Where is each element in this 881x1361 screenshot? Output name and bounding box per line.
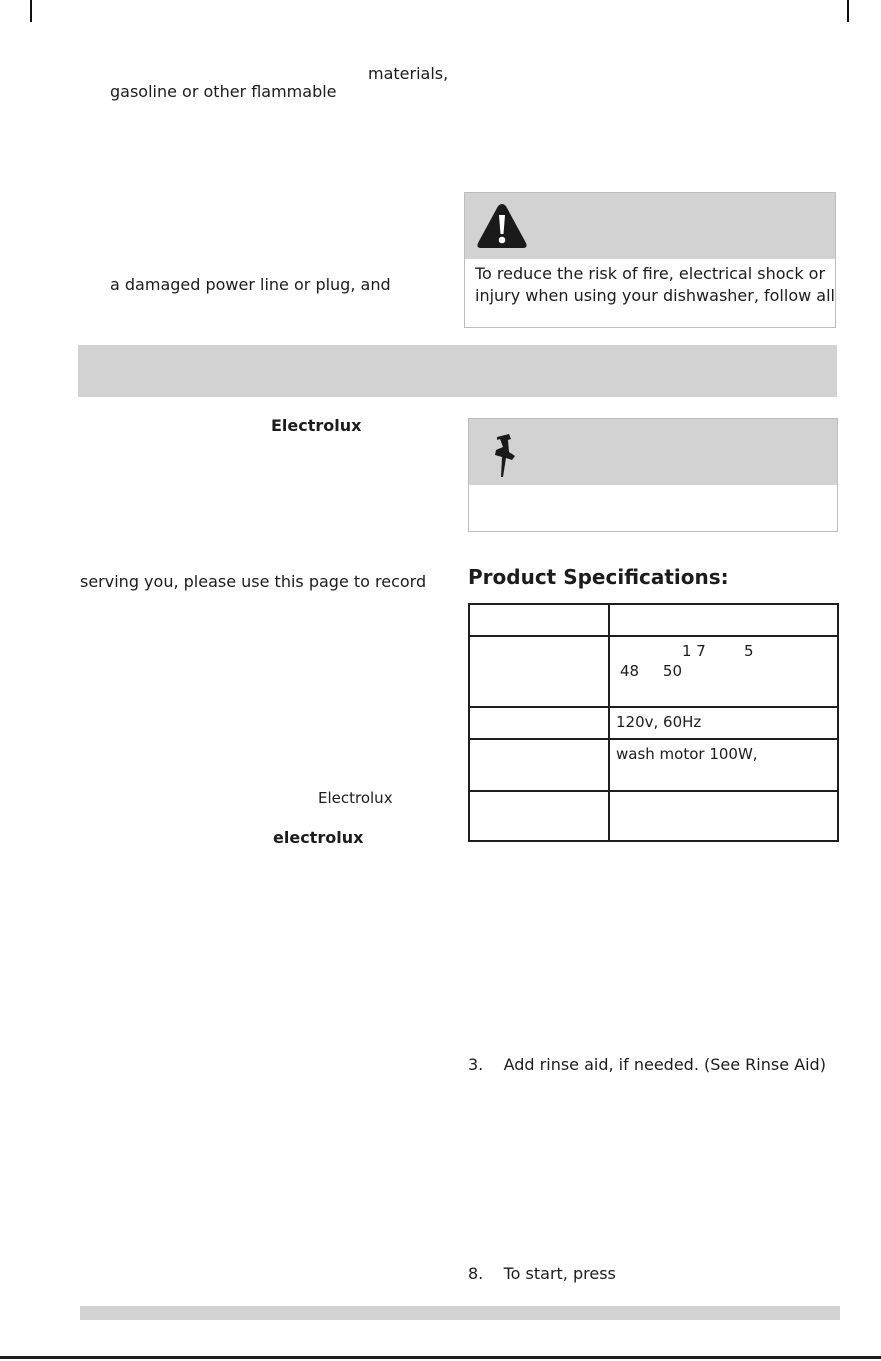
warning-text (475, 263, 835, 307)
table-row (469, 791, 838, 841)
edge-mark-left (30, 0, 32, 22)
spec-dimensions-line-1: 1 7 5 (682, 642, 754, 660)
spec-header-cell-1 (469, 604, 609, 636)
step-8-start: 8. To start, press (468, 1264, 616, 1283)
spec-motor-cell: wash motor 100W, (609, 739, 838, 791)
footer-bar (80, 1306, 840, 1320)
pushpin-icon (491, 433, 525, 481)
product-specifications-title: Product Specifications: (468, 565, 729, 589)
bottom-edge-line (0, 1356, 881, 1359)
text-electrolux-web: electrolux (273, 828, 364, 847)
text-electrolux: Electrolux (318, 789, 393, 807)
text-serving-you: serving you, please use this page to record (80, 572, 427, 591)
spec-dimensions-line-2: 48 50 (620, 662, 683, 680)
warning-header (465, 193, 835, 259)
spec-value-cell (609, 791, 838, 841)
spec-table (468, 603, 839, 842)
warning-box (464, 192, 836, 328)
text-materials: materials, (368, 64, 449, 83)
section-header-band (78, 345, 837, 397)
warning-triangle-icon (475, 201, 529, 251)
note-header (469, 419, 837, 485)
warning-line-1: To reduce the risk of fire, electrical shock or (475, 264, 826, 283)
note-box (468, 418, 838, 532)
table-row (469, 739, 838, 791)
spec-label-cell (469, 707, 609, 739)
spec-label-cell (469, 739, 609, 791)
table-row (469, 636, 838, 707)
text-damaged-power-line: a damaged power line or plug, and (110, 275, 391, 294)
spec-header-cell-2 (609, 604, 838, 636)
edge-mark-right (847, 0, 849, 22)
text-electrolux-bold: Electrolux (271, 416, 362, 435)
step-3-rinse-aid: 3. Add rinse aid, if needed. (See Rinse Aid) (468, 1055, 826, 1074)
table-row (469, 604, 838, 636)
spec-electrical-cell: 120v, 60Hz (609, 707, 838, 739)
text-flammable: gasoline or other flammable (110, 82, 337, 101)
spec-dimensions-cell (609, 636, 838, 707)
warning-line-2: injury when using your dishwasher, follow all (475, 286, 835, 305)
table-row (469, 707, 838, 739)
spec-label-cell (469, 791, 609, 841)
spec-label-cell (469, 636, 609, 707)
